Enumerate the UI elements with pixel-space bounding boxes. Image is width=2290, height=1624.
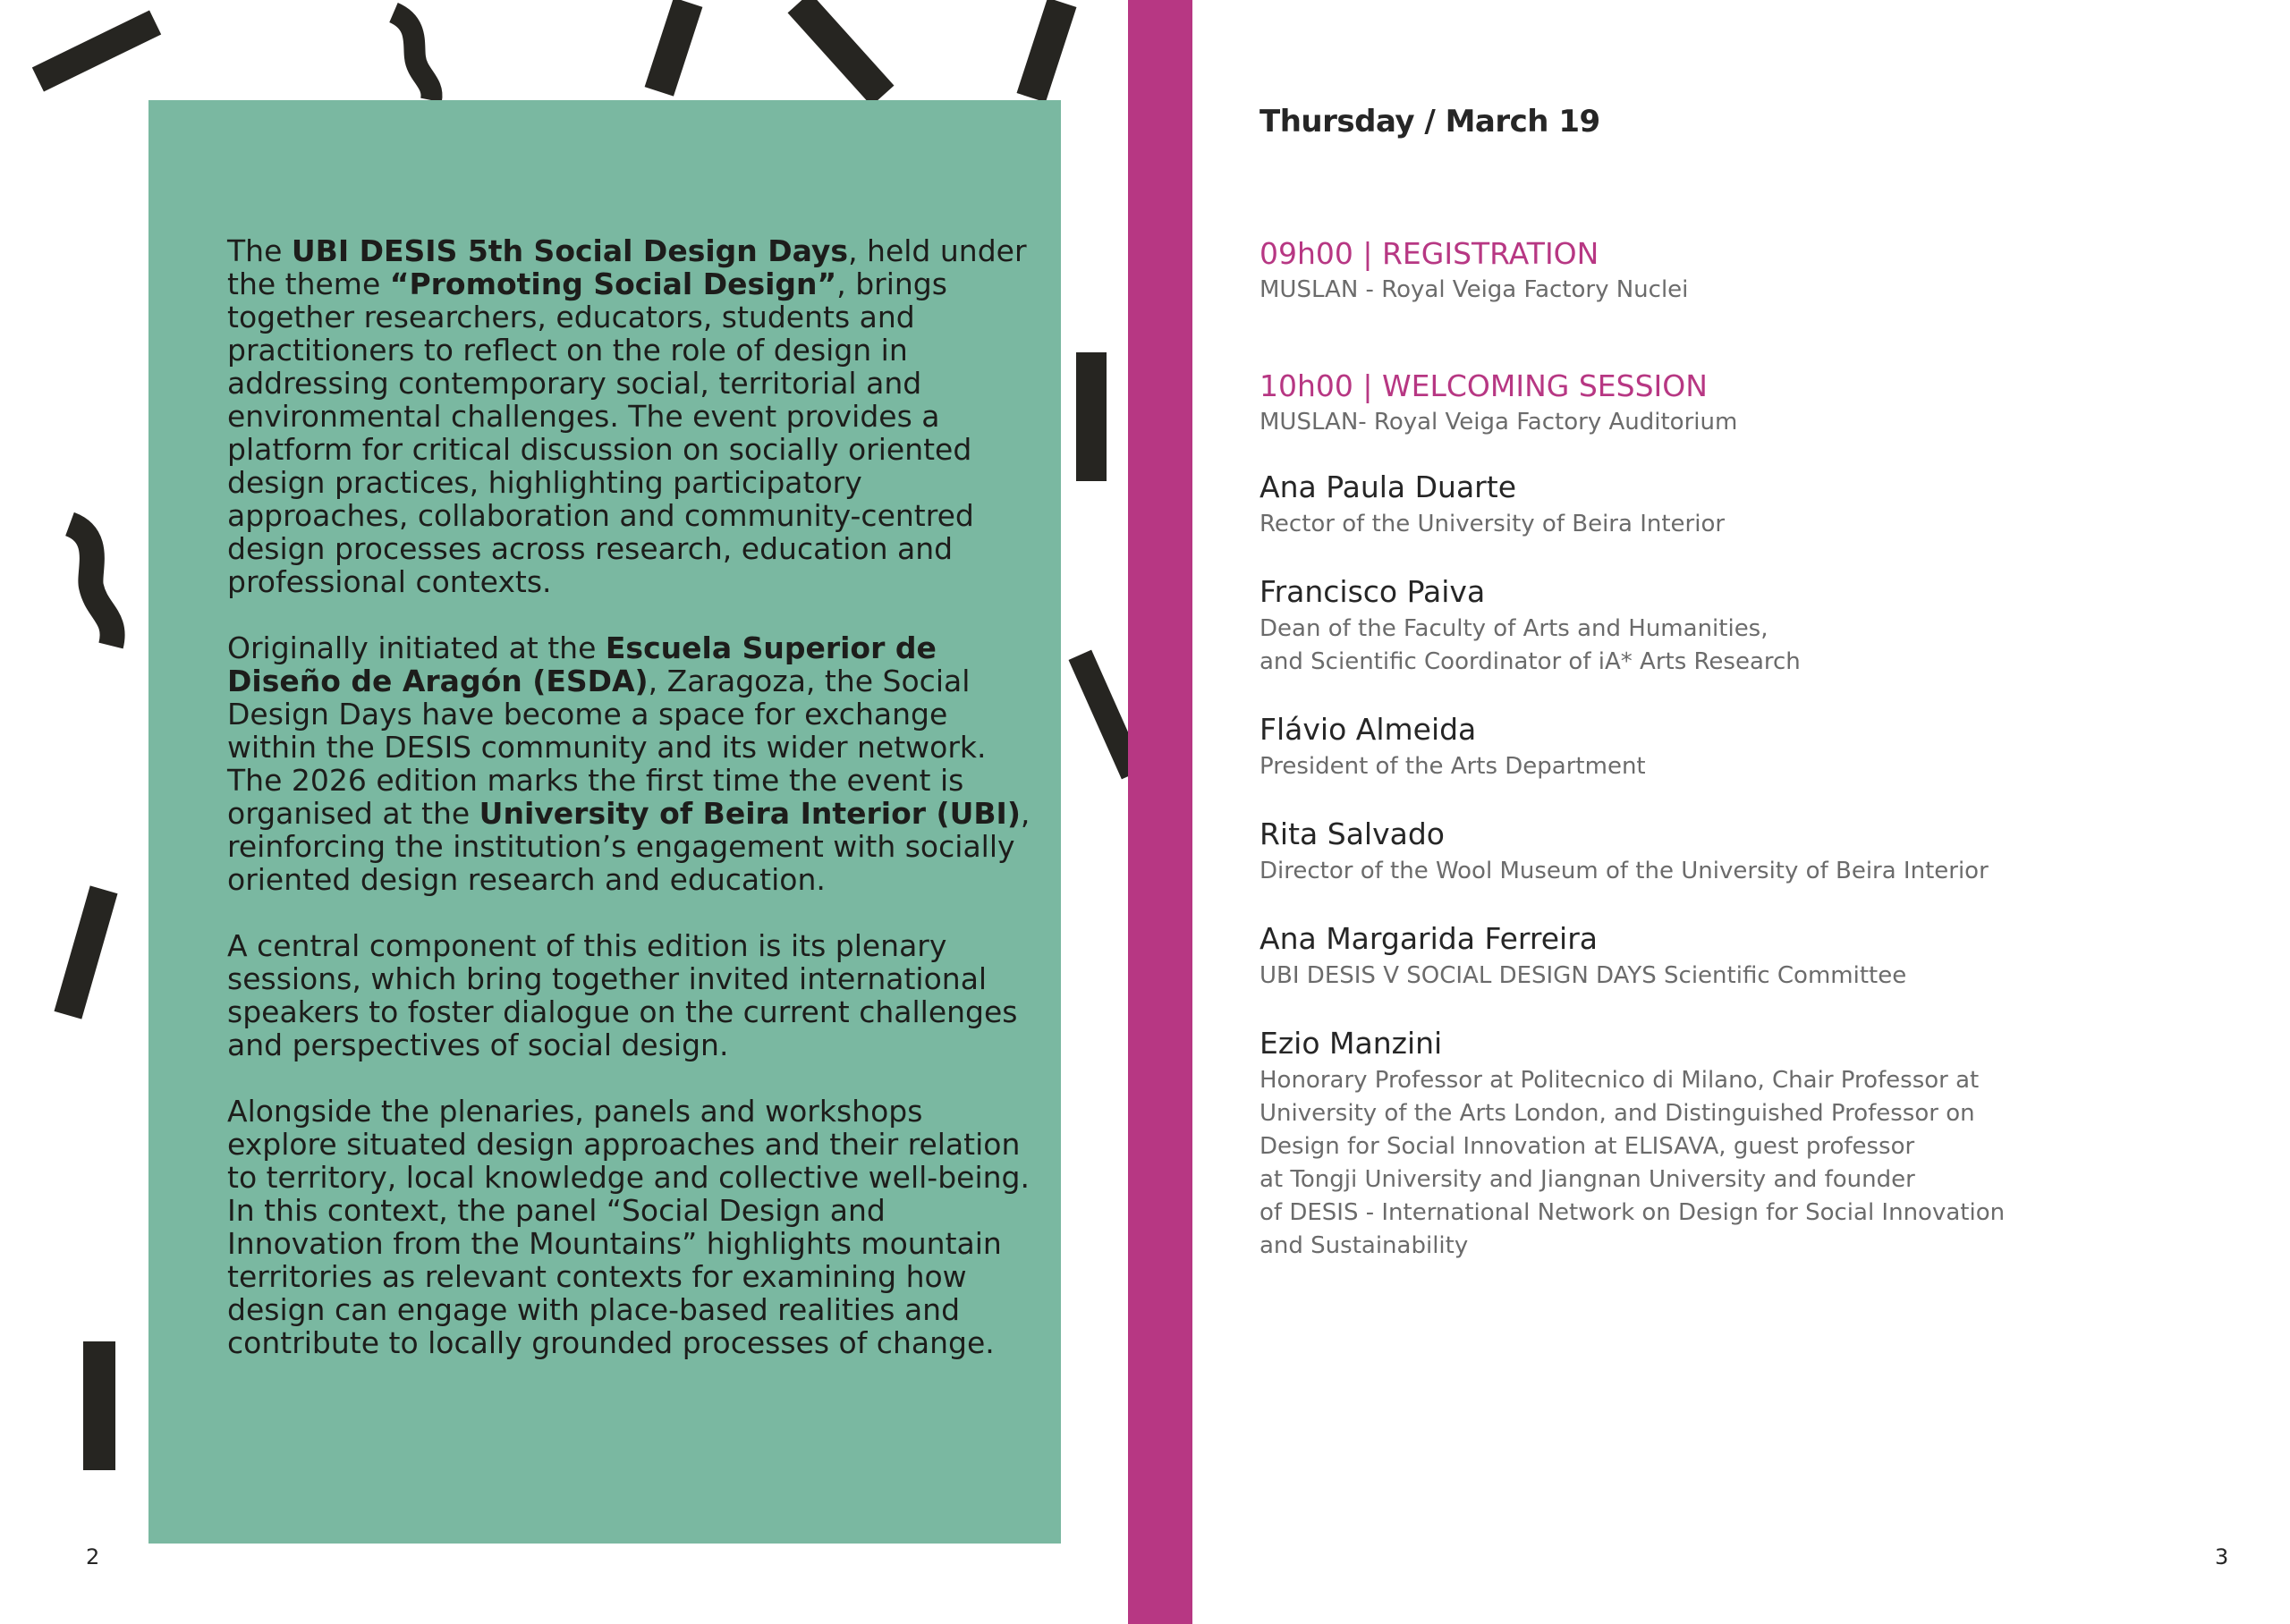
speaker-item: [1260, 467, 2154, 541]
speaker-item: [1260, 571, 2154, 679]
speaker-name: Ana Paula Duarte: [1260, 469, 1516, 504]
intro-paragraph: A central component of this edition is its plenary sessions, which bring together invited international speakers to foster dialogue on the current challenges and perspectives of social design.: [227, 928, 1018, 1062]
speaker-role: UBI DESIS V SOCIAL DESIGN DAYS Scientific Committee: [1260, 962, 1907, 989]
speaker-role: Honorary Professor at Politecnico di Milano, Chair Professor at University of the Arts London, and Distinguished Professor on Design for Social Innovation at ELISAVA, guest professor at Tongji University and Jiangnan University and founder of DESIS - International Network on Design for Social Innovation and Sustainability: [1260, 1067, 2006, 1259]
session-registration: [1260, 236, 1688, 306]
confetti-bar: [32, 11, 161, 92]
session-title: 09h00 | REGISTRATION: [1260, 236, 1599, 271]
confetti-bar: [1076, 352, 1107, 481]
speaker-list: [1260, 467, 2154, 1293]
page-number-right: 3: [2215, 1544, 2229, 1569]
intro-paragraph: Alongside the plenaries, panels and workshops explore situated design approaches and their relation to territory, local knowledge and collective well-being. In this context, the panel “Social Design and Innovation from the Mountains” highlights mountain territories as relevant contexts for examining how design can engage with place-based realities and contribute to locally grounded processes of change.: [227, 1094, 1030, 1360]
speaker-item: [1260, 814, 2154, 888]
session-venue: MUSLAN - Royal Veiga Factory Nuclei: [1260, 276, 1689, 303]
session-title: 10h00 | WELCOMING SESSION: [1260, 368, 1708, 403]
speaker-name: Ezio Manzini: [1260, 1026, 1443, 1061]
speaker-name: Ana Margarida Ferreira: [1260, 921, 1599, 956]
intro-paragraph: The UBI DESIS 5th Social Design Days, held under the theme “Promoting Social Design”, brings together researchers, educators, students and practitioners to reflect on the role of design in addressing contemporary social, territorial and environmental challenges. The event provides a platform for critical discussion on socially oriented design practices, highlighting participatory approaches, collaboration and community-centred design processes across research, education and professional contexts.: [227, 233, 1027, 599]
session-welcoming: [1260, 368, 1737, 438]
confetti-bar: [645, 0, 703, 97]
speaker-item: [1260, 1023, 2154, 1263]
confetti-squiggle: [54, 512, 143, 655]
intro-paragraph: Originally initiated at the Escuela Superior de Diseño de Aragón (ESDA), Zaragoza, the Social Design Days have become a space for exchange within the DESIS community and its wider network. The 2026 edition marks the first time the event is organised at the University of Beira Interior (UBI), reinforcing the institution’s engagement with socially oriented design research and education.: [227, 630, 1030, 897]
speaker-name: Rita Salvado: [1260, 816, 1445, 851]
speaker-role: Director of the Wool Museum of the University of Beira Interior: [1260, 858, 1989, 884]
page-number-left: 2: [86, 1544, 100, 1569]
speaker-name: Francisco Paiva: [1260, 574, 1486, 609]
speaker-role: Rector of the University of Beira Interior: [1260, 511, 1726, 537]
confetti-bar: [1017, 0, 1077, 103]
page-divider-bar: [1128, 0, 1192, 1624]
speaker-role: President of the Arts Department: [1260, 753, 1646, 780]
confetti-bar: [788, 0, 895, 106]
confetti-bar: [83, 1341, 115, 1470]
day-heading: Thursday / March 19: [1260, 104, 1600, 140]
speaker-role: Dean of the Faculty of Arts and Humanities, and Scientific Coordinator of iA* Arts Research: [1260, 615, 1801, 675]
speaker-item: [1260, 709, 2154, 783]
intro-text: [227, 234, 1032, 1392]
speaker-item: [1260, 918, 2154, 993]
speaker-name: Flávio Almeida: [1260, 712, 1477, 747]
confetti-squiggle: [376, 5, 456, 106]
session-venue: MUSLAN- Royal Veiga Factory Auditorium: [1260, 409, 1738, 436]
confetti-bar: [54, 885, 117, 1019]
